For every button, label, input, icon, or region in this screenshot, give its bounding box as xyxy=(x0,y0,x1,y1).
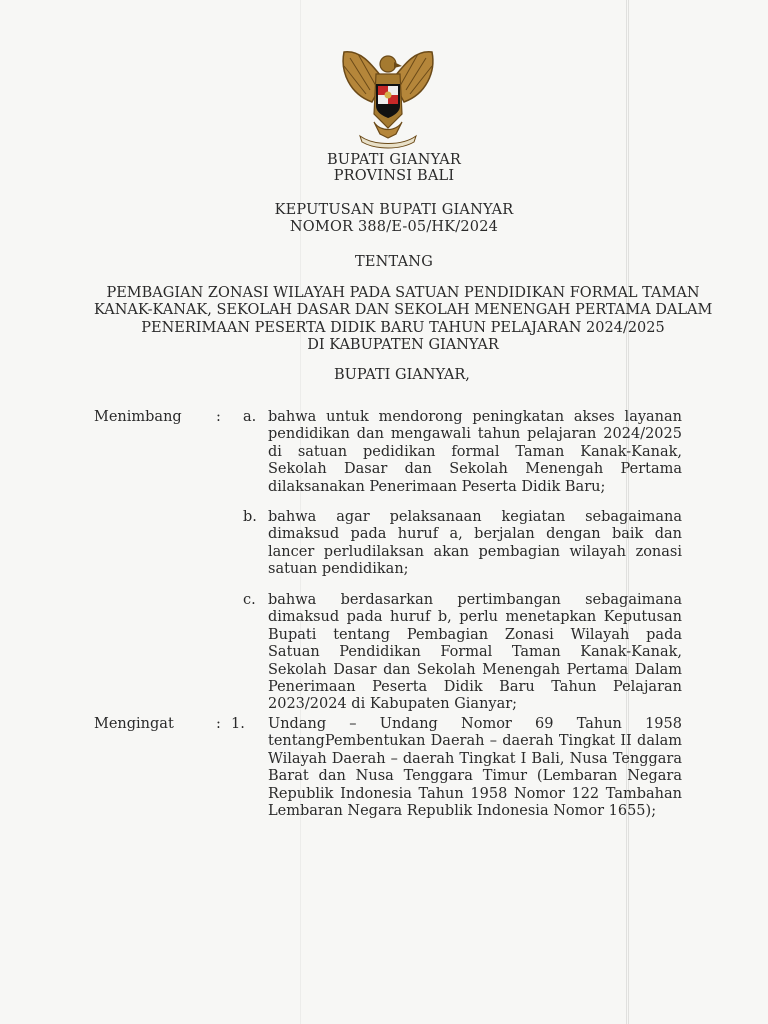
item-marker: b. xyxy=(243,509,257,525)
text-line: satuan pendidikan; xyxy=(268,561,409,578)
text-line: tentangPembentukan Daerah – daerah Tingkat II dalam xyxy=(268,733,682,750)
subject-line: PENERIMAAN PESERTA DIDIK BARU TAHUN PELAJARAN 2024/2025 xyxy=(141,319,665,336)
mengingat-label: Mengingat xyxy=(94,716,174,732)
text-line: pendidikan dan mengawali tahun pelajaran 2024/2025 xyxy=(268,426,682,443)
text-line: bahwa berdasarkan pertimbangan sebagaimana xyxy=(268,592,682,608)
menimbang-colon: : xyxy=(216,409,221,425)
legal-basis-1 xyxy=(268,716,682,820)
text-line: Republik Indonesia Tahun 1958 Nomor 122 Tambahan xyxy=(268,785,682,802)
about-heading: TENTANG xyxy=(355,254,433,270)
mengingat-colon: : xyxy=(216,716,221,732)
text-line: dilaksanakan Penerimaan Peserta Didik Baru; xyxy=(268,478,606,495)
province-heading: PROVINSI BALI xyxy=(333,168,455,184)
text-line: bahwa untuk mendorong peningkatan akses layanan xyxy=(268,409,682,425)
issuer-heading: BUPATI GIANYAR xyxy=(326,152,462,168)
consideration-c xyxy=(268,592,682,714)
consideration-b xyxy=(268,509,682,579)
subject-line: KANAK-KANAK, SEKOLAH DASAR DAN SEKOLAH MENENGAH PERTAMA DALAM xyxy=(94,302,713,319)
issuer-name: BUPATI GIANYAR, xyxy=(334,367,470,383)
text-line: dimaksud pada huruf b, perlu menetapkan Keputusan xyxy=(268,609,682,626)
text-line: lancer perludilaksan akan pembagian wilayah zonasi xyxy=(268,543,682,560)
menimbang-label: Menimbang xyxy=(94,409,182,425)
text-line: Penerimaan Peserta Didik Baru Tahun Pelajaran xyxy=(268,679,682,696)
item-marker: a. xyxy=(243,409,257,425)
text-line: Bupati tentang Pembagian Zonasi Wilayah pada xyxy=(268,626,682,643)
text-line: Undang – Undang Nomor 69 Tahun 1958 xyxy=(268,716,682,732)
text-line: Wilayah Daerah – daerah Tingkat I Bali, Nusa Tenggara xyxy=(268,750,682,767)
text-line: Sekolah Dasar dan Sekolah Menengah Pertama Dalam xyxy=(268,661,682,678)
consideration-a xyxy=(268,409,682,496)
decree-title: KEPUTUSAN BUPATI GIANYAR xyxy=(274,202,514,218)
text-line: di satuan pedidikan formal Taman Kanak-Kanak, xyxy=(268,443,682,460)
subject-line: DI KABUPATEN GIANYAR xyxy=(307,336,499,353)
decree-number: NOMOR 388/E-05/HK/2024 xyxy=(289,219,499,235)
decree-subject xyxy=(94,285,712,354)
text-line: dimaksud pada huruf a, berjalan dengan baik dan xyxy=(268,526,682,543)
text-line: 2023/2024 di Kabupaten Gianyar; xyxy=(268,696,518,713)
item-marker: c. xyxy=(243,592,256,608)
subject-line: PEMBAGIAN ZONASI WILAYAH PADA SATUAN PENDIDIKAN FORMAL TAMAN xyxy=(106,285,700,301)
text-line: Satuan Pendidikan Formal Taman Kanak-Kanak, xyxy=(268,644,682,661)
item-marker: 1. xyxy=(231,716,245,732)
text-line: Barat dan Nusa Tenggara Timur (Lembaran Negara xyxy=(268,768,682,785)
text-line: Sekolah Dasar dan Sekolah Menengah Pertama xyxy=(268,461,682,478)
garuda-emblem-icon xyxy=(330,42,446,150)
text-line: bahwa agar pelaksanaan kegiatan sebagaimana xyxy=(268,509,682,525)
text-line: Lembaran Negara Republik Indonesia Nomor 1655); xyxy=(268,803,657,820)
